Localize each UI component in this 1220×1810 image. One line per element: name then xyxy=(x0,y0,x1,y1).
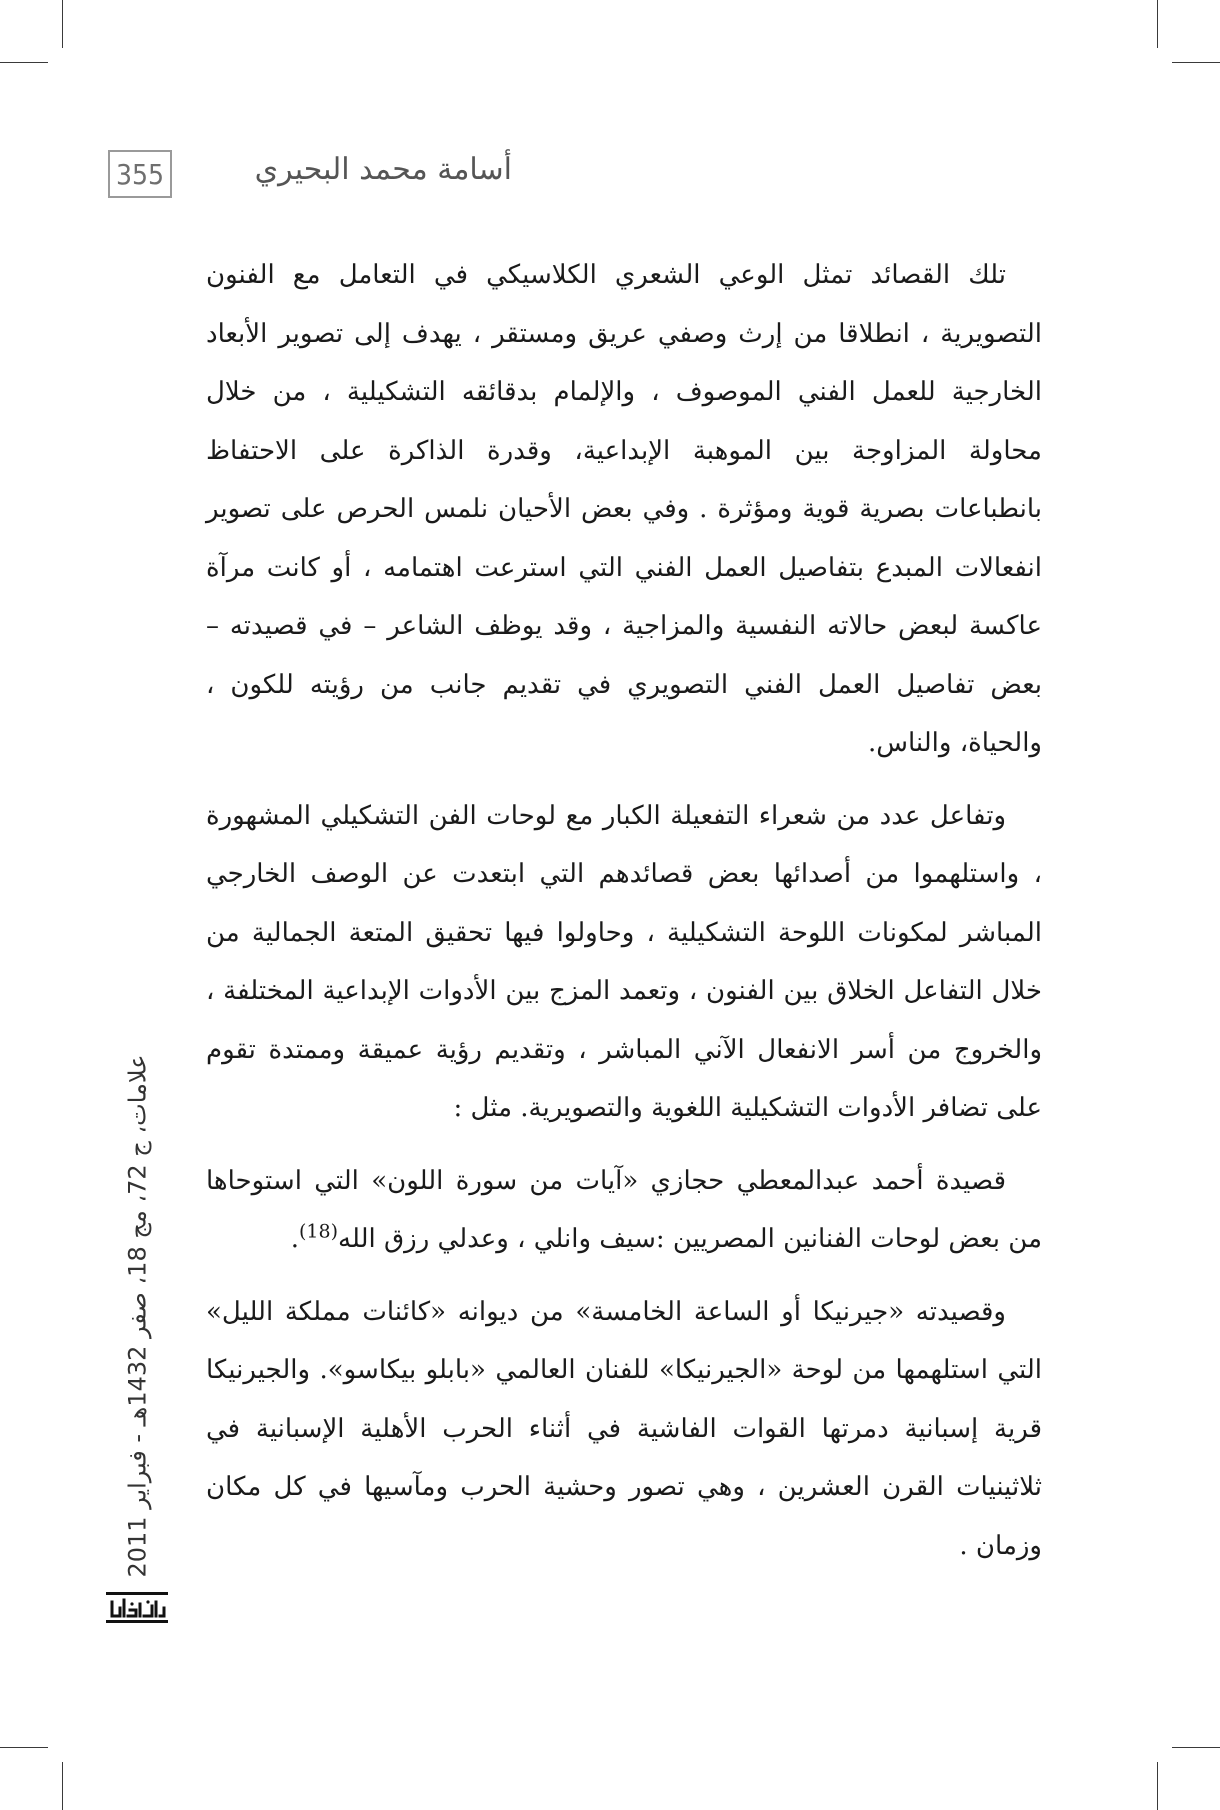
journal-info-sidebar xyxy=(120,1046,156,1586)
page-number-box xyxy=(108,150,172,198)
journal-info-text: علامات، ج 72، مج 18، صفر 1432هـ - فبراير 2011 xyxy=(124,1054,152,1578)
page-number: 355 xyxy=(115,157,165,191)
article-body xyxy=(206,246,1042,1575)
crop-mark xyxy=(1172,62,1220,63)
paragraph xyxy=(206,1152,1042,1269)
paragraph: وتفاعل عدد من شعراء التفعيلة الكبار مع لوحات الفن التشكيلي المشهورة ، واستلهموا من أصدائها بعض قصائدهم التي ابتعدت عن الوصف الخارجي المباشر لمكونات اللوحة التشكيلية ، وحاولوا فيها تحقيق المتعة الجمالية من خلال التفاعل الخلاق بين الفنون ، وتعمد المزج بين الأدوات الإبداعية المختلفة ، والخروج من أسر الانفعال الآني المباشر ، وتقديم رؤية عميقة وممتدة تقوم على تضافر الأدوات التشكيلية اللغوية والتصويرية. مثل : xyxy=(206,800,1042,1123)
crop-mark xyxy=(1157,1762,1158,1810)
paragraph: تلك القصائد تمثل الوعي الشعري الكلاسيكي في التعامل مع الفنون التصويرية ، انطلاقا من إرث وصفي عريق ومستقر ، يهدف إلى تصوير الأبعاد الخارجية للعمل الفني الموصوف ، والإلمام بدقائقه التشكيلية ، من خلال محاولة المزاوجة بين الموهبة الإبداعية، وقدرة الذاكرة على الاحتفاظ بانطباعات بصرية قوية ومؤثرة . وفي بعض الأحيان نلمس الحرص على تصوير انفعالات المبدع بتفاصيل العمل الفني التي استرعت اهتمامه ، أو كانت مرآة عاكسة لبعض حالاته النفسية والمزاجية ، وقد يوظف الشاعر – في قصيدته – بعض تفاصيل العمل الفني التصويري في تقديم جانب من رؤيته للكون ، والحياة، والناس. xyxy=(206,260,1042,758)
crop-mark xyxy=(62,1762,63,1810)
crop-mark xyxy=(62,0,63,48)
paragraph-end-punctuation: . xyxy=(290,1224,299,1254)
crop-mark xyxy=(1172,1747,1220,1748)
running-head-author: أسامة محمد البحيري xyxy=(254,152,512,187)
crop-mark xyxy=(0,1747,48,1748)
crop-mark xyxy=(1157,0,1158,48)
paragraph-text: قصيدة أحمد عبدالمعطي حجازي «آيات من سورة اللون» التي استوحاها من بعض لوحات الفنانين المصريين :سيف وانلي ، وعدلي رزق الله xyxy=(206,1165,1042,1254)
paragraph: وقصيدته «جيرنيكا أو الساعة الخامسة» من ديوانه «كائنات مملكة الليل» التي استلهمها من لوحة «الجيرنيكا» للفنان العالمي «بابلو بيكاسو». والجيرنيكا قرية إسبانية دمرتها القوات الفاشية في أثناء الحرب الأهلية الإسبانية في ثلاثينيات القرن العشرين ، وهي تصور وحشية الحرب ومآسيها في كل مكان وزمان . xyxy=(206,1296,1042,1561)
crop-mark xyxy=(0,62,48,63)
footnote-reference: (18) xyxy=(298,1220,339,1243)
journal-logo xyxy=(106,1592,168,1626)
